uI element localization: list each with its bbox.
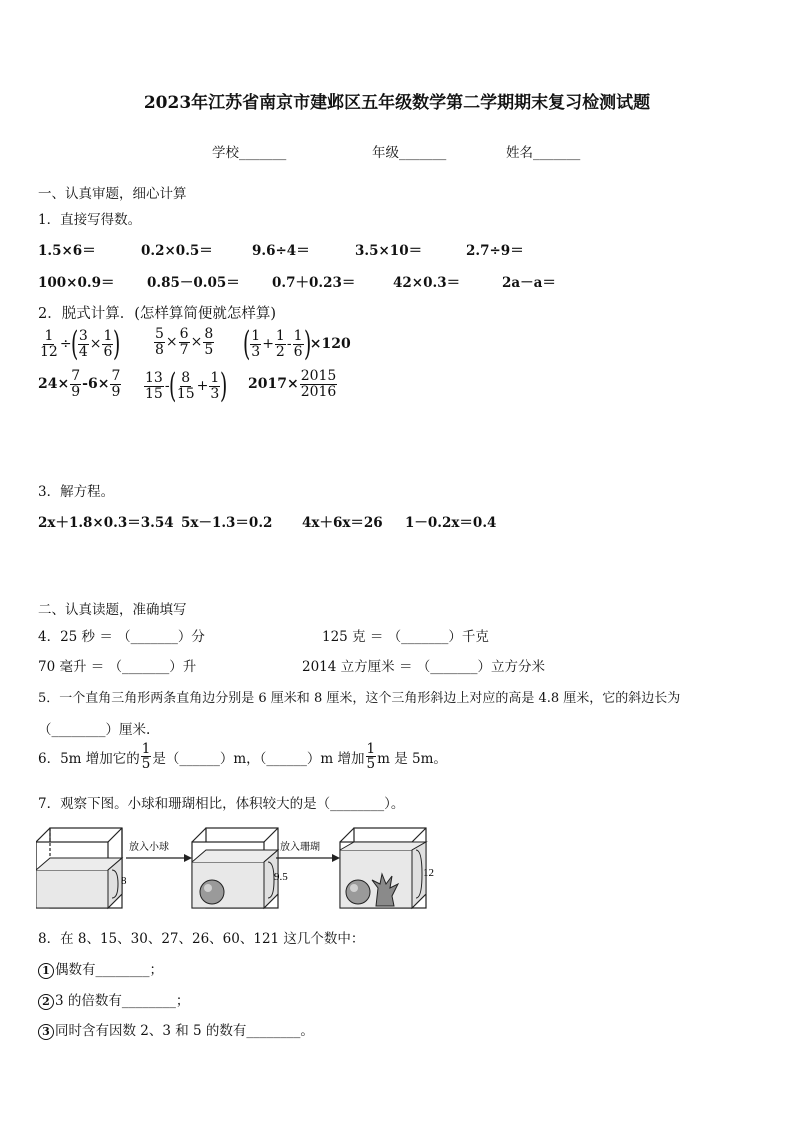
q8-label: 8．在 8、15、30、27、26、60、121 这几个数中： (38, 931, 365, 947)
q2-expr-2: $\frac{5}{8}$ × $\frac{6}{7}$ × $\frac{8}{5}$ (155, 326, 214, 358)
q2-label: 2．脱式计算．(怎样算简便就怎样算) (38, 306, 277, 322)
arrow-icon (184, 854, 192, 862)
grade-field[interactable]: 年级_______ (372, 145, 447, 161)
name-field[interactable]: 姓名_______ (506, 145, 581, 161)
height-label-3: 12 (423, 867, 434, 879)
q3-label: 3．解方程。 (38, 484, 115, 500)
height-label-1: 8 (121, 875, 127, 887)
q1-item: 9.6÷4＝ (252, 243, 310, 259)
q1-item: 42×0.3＝ (393, 275, 461, 291)
q8-item-2: 2 3 的倍数有________； (38, 989, 189, 1010)
q4-c: 70 毫升 ＝ （_______）升 (38, 659, 197, 675)
q1-item: 2.7÷9＝ (466, 243, 524, 259)
q1-item: 3.5×10＝ (355, 243, 423, 259)
section1-heading: 一、认真审题，细心计算 (38, 186, 187, 202)
q7-figure (36, 822, 456, 914)
equation: 5x－1.3＝0.2 (181, 515, 273, 531)
school-field[interactable]: 学校_______ (212, 145, 287, 161)
q2-expr-3: ( $\frac{1}{3}$ + $\frac{1}{2}$ - $\frac{1}{6}$ ) ×120 (242, 324, 351, 364)
arrow-icon (332, 854, 340, 862)
q1-item: 0.7＋0.23＝ (272, 275, 356, 291)
q6-text: 6．5m 增加它的 $\frac{1}{5}$ 是（______）m，（______）m 增加 $\frac{1}{5}$ m 是 5m。 (38, 741, 447, 773)
ball-icon (200, 880, 224, 904)
q1-item: 2a－a＝ (502, 275, 556, 291)
water-level-1 (36, 870, 108, 908)
circled-number: 2 (38, 994, 54, 1010)
equation: 4x＋6x＝26 (302, 515, 383, 531)
q2-expr-6: 2017× $\frac{2015}{2016}$ (248, 368, 337, 400)
q1-item: 100×0.9＝ (38, 275, 115, 291)
q4-d: 2014 立方厘米 ＝ （_______）立方分米 (302, 659, 545, 675)
arrow2-label: 放入珊瑚 (280, 842, 320, 853)
q8-item-1: 1 偶数有________； (38, 958, 163, 979)
arrow1-label: 放入小球 (129, 842, 169, 853)
q2-expr-1: $\frac{1}{12}$ ÷ ( $\frac{3}{4}$ × $\frac{1}{6}$ ) (40, 324, 121, 364)
q5-line1: 5．一个直角三角形两条直角边分别是 6 厘米和 8 厘米，这个三角形斜边上对应的高是 4.8 厘米，它的斜边长为 (38, 691, 681, 706)
circled-number: 3 (38, 1024, 54, 1040)
q8-item-3: 3 同时含有因数 2、3 和 5 的数有________。 (38, 1019, 314, 1040)
q1-item: 0.2×0.5＝ (141, 243, 213, 259)
q4-b: 125 克 ＝ （_______）千克 (322, 629, 489, 645)
height-label-2: 9.5 (274, 871, 288, 883)
q7-label: 7．观察下图。小球和珊瑚相比，体积较大的是（________）。 (38, 796, 405, 812)
q1-label: 1．直接写得数。 (38, 212, 142, 228)
q5-line2: （________）厘米. (38, 722, 151, 738)
section2-heading: 二、认真读题，准确填写 (38, 602, 187, 618)
q2-expr-4: 24× $\frac{7}{9}$ -6× $\frac{7}{9}$ (38, 368, 121, 400)
equation: 2x＋1.8×0.3＝3.54 (38, 515, 174, 531)
q4-a: 4．25 秒 ＝ （_______）分 (38, 629, 205, 645)
circled-number: 1 (38, 963, 54, 979)
equation: 1－0.2x＝0.4 (405, 515, 497, 531)
page-title: 2023年江苏省南京市建邺区五年级数学第二学期期末复习检测试题 (143, 93, 651, 113)
q2-expr-5: $\frac{13}{15}$ - ( $\frac{8}{15}$ + $\frac{1}{3}$ ) (145, 366, 228, 406)
q1-item: 0.85－0.05＝ (147, 275, 240, 291)
q1-item: 1.5×6＝ (38, 243, 96, 259)
ball-icon (346, 880, 370, 904)
